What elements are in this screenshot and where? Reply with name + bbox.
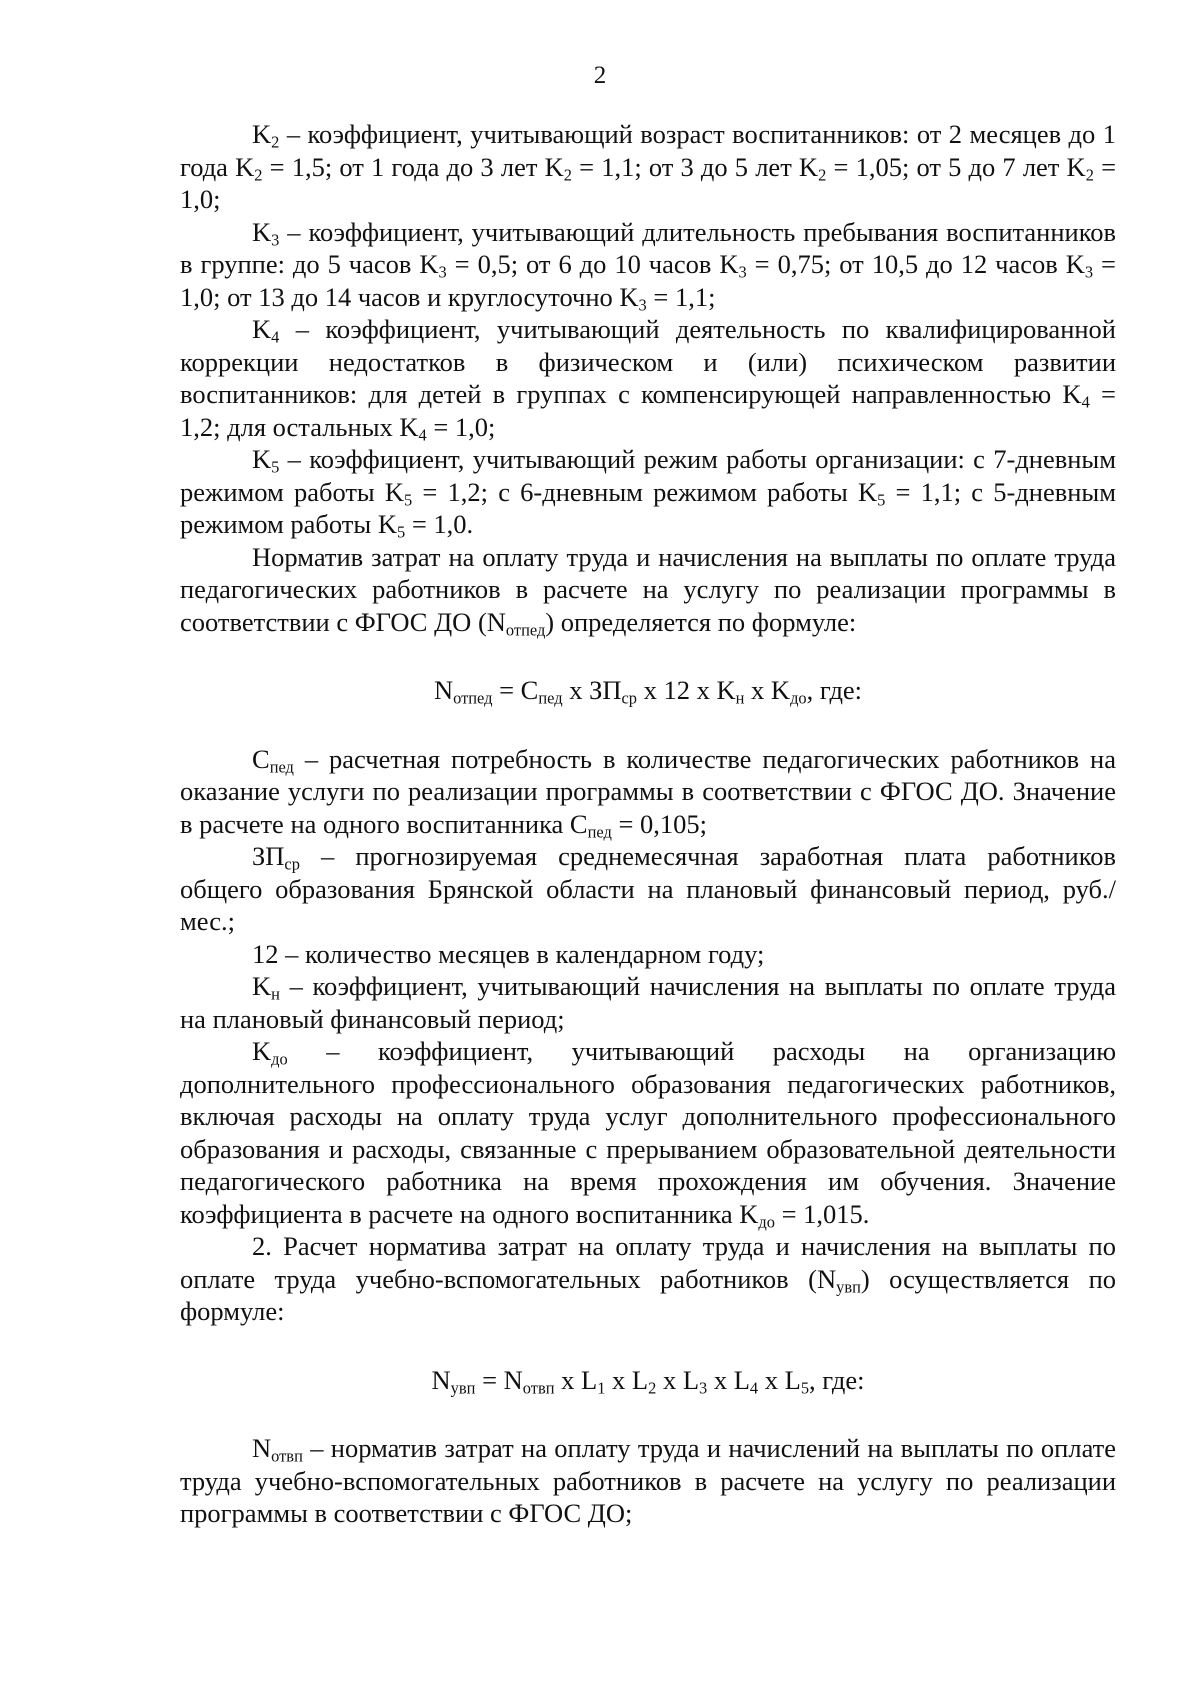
paragraph-item-2: 2. Расчет норматива затрат на оплату труда и начисления на выплаты по оплате труда учебно-вспомогательных работников $(N_{увп})$ осуществляется по формуле:: [180, 1231, 1116, 1326]
paragraph-k3: $K_3$ – коэффициент, учитывающий длительность пребывания воспитанников в группе: до 5 часов $K_3 = 0,5$; от 6 до 10 часов $K_3 = 0,75$; от 10,5 до 12 часов $K_3 = 1,0$; от 13 до 14 часов и круглосуточно $K_3 = 1,1$;: [180, 216, 1116, 315]
formula-n-uvp: $N_{увп} = N_{отвп}$ x $L_1$ x $L_2$ x $L_3$ x $L_4$ x $L_5$, где:: [431, 1364, 865, 1398]
paragraph-n-otvp: $N_{отвп}$ – норматив затрат на оплату труда и начислений на выплаты по оплате труда учебно-вспомогательных работников в расчете на услугу по реализации программы в соответствии с ФГОС ДО;: [180, 1433, 1116, 1528]
formula-n-otped: $N_{отпед} = C_{пед}$ x $ЗП_{ср}$ x 12 x $K_н$ x $K_{до}$, где:: [433, 675, 863, 708]
paragraph-k-do: $K_{до}$ – коэффициент, учитывающий расходы на организацию дополнительного профессионального образования педагогических работников, включая расходы на оплату труда услуг дополнительного профессионального образования и расходы, связанные с прерыванием образовательной деятельности педагогического работника на время прохождения им обучения. Значение коэффициента в расчете на одного воспитанника $K_{до} = 1,015$.: [180, 1036, 1116, 1232]
paragraph-k4: $K_4$ – коэффициент, учитывающий деятельность по квалифицированной коррекции недостатков в физическом и (или) психическом развитии воспитанников: для детей в группах с компенсирующей направленностью $K_4 = 1,2$; для остальных $K_4 = 1,0$;: [180, 314, 1116, 445]
page-number: 2: [593, 62, 607, 89]
paragraph-k2: $K_2$ – коэффициент, учитывающий возраст воспитанников: от 2 месяцев до 1 года $K_2 = 1,5$; от 1 года до 3 лет $K_2 = 1,1$; от 3 до 5 лет $K_2 = 1,05$; от 5 до 7 лет $K_2 = 1,0$;: [180, 119, 1117, 214]
paragraph-k-n: $K_н$ – коэффициент, учитывающий начисления на выплаты по оплате труда на плановый финансовый период;: [180, 971, 1116, 1034]
paragraph-c-ped: $C_{пед}$ – расчетная потребность в количестве педагогических работников на оказание услуги по реализации программы в соответствии с ФГОС ДО. Значение в расчете на одного воспитанника $C_{пед} = 0,105$;: [180, 743, 1116, 842]
paragraph-norm-ped: Норматив затрат на оплату труда и начисления на выплаты по оплате труда педагогических работников в расчете на услугу по реализации программы в соответствии с ФГОС ДО $(N_{отпед})$ определяется по формуле:: [180, 541, 1116, 640]
paragraph-k5: $K_5$ – коэффициент, учитывающий режим работы организации: с 7-дневным режимом работы $K_5 = 1,2$; с 6-дневным режимом работы $K_5 = 1,1$; с 5-дневным режимом работы $K_5 = 1,0$.: [180, 444, 1116, 542]
paragraph-zp-sr: $ЗП_{ср}$ – прогнозируемая среднемесячная заработная плата работников общего образования Брянской области на плановый финансовый период, руб./мес.;: [180, 841, 1116, 936]
document-body: [180, 118, 1116, 1530]
paragraph-12-months: 12 – количество месяцев в календарном году;: [252, 938, 765, 969]
